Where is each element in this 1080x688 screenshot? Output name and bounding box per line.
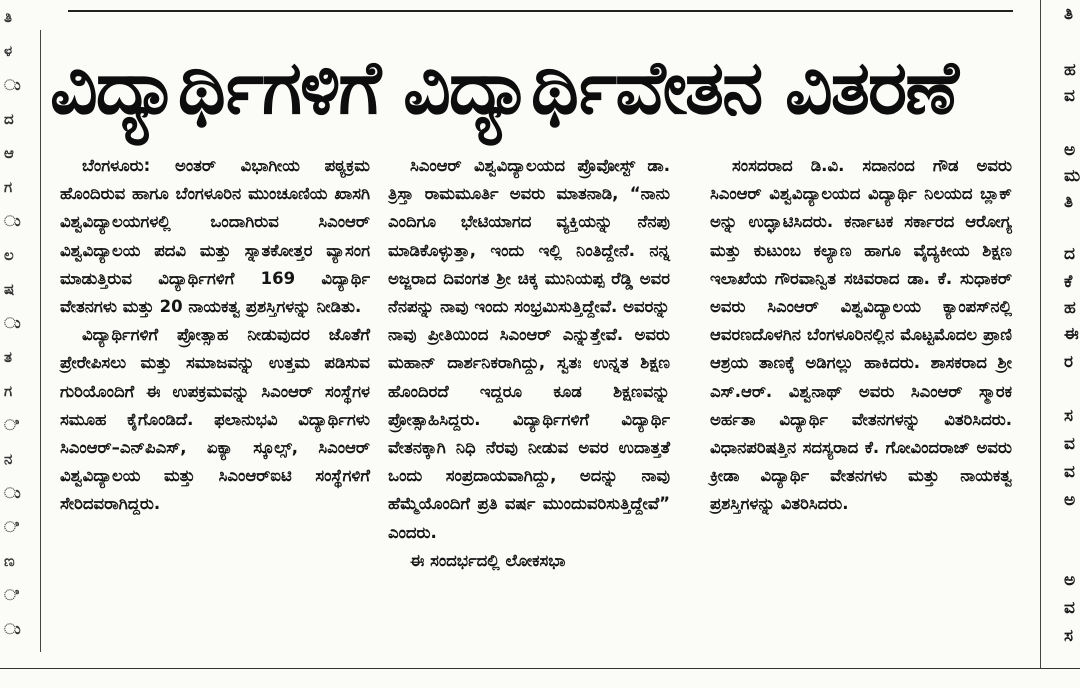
right-fragment: ವ (1064, 598, 1075, 618)
right-fragment: ಸ (1064, 406, 1074, 426)
article-column-3 (710, 152, 1012, 519)
column-divider-left (40, 30, 41, 652)
left-fragment: ು (4, 212, 20, 230)
right-fragment: ಮ (1064, 166, 1080, 186)
right-fragment: ಈ (1064, 324, 1079, 344)
right-fragment: ಅ (1064, 570, 1076, 590)
right-fragment: ಹ (1064, 298, 1076, 318)
right-fragment: ಅ (1064, 490, 1076, 510)
left-fragment: ಗ (4, 382, 12, 400)
left-fragment: ದ (4, 110, 13, 128)
top-rule (68, 10, 1013, 12)
article-column-1 (60, 152, 370, 519)
left-fragment: ತಿ (4, 8, 11, 26)
left-fragment: ನ (4, 450, 12, 468)
paragraph: ಬೆಂಗಳೂರು: ಅಂತರ್ ವಿಭಾಗೀಯ ಪಠ್ಯಕ್ರಮ ಹೊಂದಿರುವ ಹಾಗೂ ಬೆಂಗಳೂರಿನ ಮುಂಚೂಣಿಯ ಖಾಸಗಿ ವಿಶ್ವವಿದ್ಯಾಲಯಗಳಲ್ಲಿ ಒಂದಾಗಿರುವ ಸಿಎಂಆರ್ ವಿಶ್ವವಿದ್ಯಾಲಯ ಪದವಿ ಮತ್ತು ಸ್ನಾತಕೋತ್ತರ ವ್ಯಾಸಂಗ ಮಾಡುತ್ತಿರುವ ವಿದ್ಯಾರ್ಥಿಗಳಿಗೆ 169 ವಿದ್ಯಾರ್ಥಿ ವೇತನಗಳು ಮತ್ತು 20 ನಾಯಕತ್ವ ಪ್ರಶಸ್ತಿಗಳನ್ನು ನೀಡಿತು. (60, 156, 370, 317)
left-fragment: ಆ (4, 144, 13, 162)
left-fragment: ಿ (4, 416, 18, 434)
paragraph: ಈ ಸಂದರ್ಭದಲ್ಲಿ ಲೋಕಸಭಾ (410, 550, 566, 570)
right-fragment: ತಿ (1064, 192, 1074, 212)
right-fragment: ಅ (1064, 140, 1076, 160)
right-fragment: ವ (1064, 434, 1075, 454)
left-fragment: ಣ (4, 552, 14, 570)
right-fragment: ದ (1064, 244, 1075, 264)
left-fragment: ು (4, 76, 20, 94)
adjacent-article-right-fragment (1056, 0, 1080, 668)
left-fragment: ಳ (4, 42, 12, 60)
left-fragment: ು (4, 314, 20, 332)
paragraph: ಸಿಎಂಆರ್ ವಿಶ್ವವಿದ್ಯಾಲಯದ ಪ್ರೊವೋಸ್ಟ್ ಡಾ. ತ್ರಿಸ್ತಾ ರಾಮಮೂರ್ತಿ ಅವರು ಮಾತನಾಡಿ, “ನಾನು ಎಂದಿಗೂ ಭೇಟಿಯಾಗದ ವ್ಯಕ್ತಿಯನ್ನು ನೆನಪು ಮಾಡಿಕೊಳ್ಳುತ್ತಾ, ಇಂದು ಇಲ್ಲಿ ನಿಂತಿದ್ದೇನೆ. ನನ್ನ ಅಜ್ಜರಾದ ದಿವಂಗತ ಶ್ರೀ ಚಿಕ್ಕ ಮುನಿಯಪ್ಪ ರೆಡ್ಡಿ ಅವರ ನೆನಪನ್ನು ನಾವು ಇಂದು ಸಂಭ್ರಮಿಸುತ್ತಿದ್ದೇವೆ. ಅವರನ್ನು ನಾವು ಪ್ರೀತಿಯಿಂದ ಸಿಎಂಆರ್ ಎನ್ನುತ್ತೇವೆ. ಅವರು ಮಹಾನ್ ದಾರ್ಶನಿಕರಾಗಿದ್ದು, ಸ್ವತಃ ಉನ್ನತ ಶಿಕ್ಷಣ ಹೊಂದಿರದೆ ಇದ್ದರೂ ಕೂಡ ಶಿಕ್ಷಣವನ್ನು ಪ್ರೋತ್ಸಾಹಿಸಿದ್ದರು. ವಿದ್ಯಾರ್ಥಿಗಳಿಗೆ ವಿದ್ಯಾರ್ಥಿ ವೇತನಕ್ಕಾಗಿ ನಿಧಿ ನೆರವು ನೀಡುವ ಅವರ ಉದಾತ್ತತೆ ಒಂದು ಸಂಪ್ರದಾಯವಾಗಿದ್ದು, ಅದನ್ನು ನಾವು ಹೆಮ್ಮೆಯೊಂದಿಗೆ ಪ್ರತಿ ವರ್ಷ ಮುಂದುವರಿಸುತ್ತಿದ್ದೇವೆ” ಎಂದರು. (388, 156, 670, 542)
left-fragment: ು (4, 484, 20, 502)
right-fragment: ಕೆ (1064, 272, 1073, 292)
left-fragment: ು (4, 620, 20, 638)
bottom-rule (0, 668, 1080, 669)
left-fragment: ಿ (4, 518, 18, 536)
left-fragment: ಷ (4, 280, 14, 298)
left-fragment: ಿ (4, 586, 18, 604)
right-fragment: ಸ (1064, 626, 1074, 646)
paragraph: ಸಂಸದರಾದ ಡಿ.ವಿ. ಸದಾನಂದ ಗೌಡ ಅವರು ಸಿಎಂಆರ್ ವಿಶ್ವವಿದ್ಯಾಲಯದ ವಿದ್ಯಾರ್ಥಿ ನಿಲಯದ ಬ್ಲಾಕ್ ಅನ್ನು ಉದ್ಘಾಟಿಸಿದರು. ಕರ್ನಾಟಕ ಸರ್ಕಾರದ ಆರೋಗ್ಯ ಮತ್ತು ಕುಟುಂಬ ಕಲ್ಯಾಣ ಹಾಗೂ ವೈದ್ಯಕೀಯ ಶಿಕ್ಷಣ ಇಲಾಖೆಯ ಗೌರವಾನ್ವಿತ ಸಚಿವರಾದ ಡಾ. ಕೆ. ಸುಧಾಕರ್ ಅವರು ಸಿಎಂಆರ್ ವಿಶ್ವವಿದ್ಯಾಲಯ ಕ್ಯಾಂಪಸ್‌ನಲ್ಲಿ ಆವರಣದೊಳಗಿನ ಬೆಂಗಳೂರಿನಲ್ಲಿನ ಮೊಟ್ಟಮೊದಲ ಪ್ರಾಣಿ ಆಶ್ರಯ ತಾಣಕ್ಕೆ ಅಡಿಗಲ್ಲು ಹಾಕಿದರು. ಶಾಸಕರಾದ ಶ್ರೀ ಎಸ್.ಆರ್. ವಿಶ್ವನಾಥ್ ಅವರು ಸಿಎಂಆರ್ ಸ್ಮಾರಕ ಅರ್ಹತಾ ವಿದ್ಯಾರ್ಥಿ ವೇತನಗಳನ್ನು ವಿತರಿಸಿದರು. ವಿಧಾನಪರಿಷತ್ತಿನ ಸದಸ್ಯರಾದ ಕೆ. ಗೋವಿಂದರಾಜ್ ಅವರು ಕ್ರೀಡಾ ವಿದ್ಯಾರ್ಥಿ ವೇತನಗಳು ಮತ್ತು ನಾಯಕತ್ವ ಪ್ರಶಸ್ತಿಗಳನ್ನು ವಿತರಿಸಿದರು. (710, 156, 1012, 514)
adjacent-article-left-fragment (4, 0, 22, 668)
left-fragment: ಗ (4, 178, 12, 196)
left-fragment: ತ (4, 348, 11, 366)
article-headline: ವಿದ್ಯಾರ್ಥಿಗಳಿಗೆ ವಿದ್ಯಾರ್ಥಿವೇತನ ವಿತರಣೆ (50, 45, 958, 131)
right-fragment: ತಿ (1064, 4, 1074, 24)
column-divider-right (1040, 0, 1041, 668)
right-fragment: ಹ (1064, 60, 1076, 80)
right-fragment: ವ (1064, 86, 1075, 106)
right-fragment: ರ (1064, 352, 1073, 372)
article-column-2 (388, 152, 670, 575)
right-fragment: ವ (1064, 462, 1075, 482)
paragraph: ವಿದ್ಯಾರ್ಥಿಗಳಿಗೆ ಪ್ರೋತ್ಸಾಹ ನೀಡುವುದರ ಜೊತೆಗೆ ಪ್ರೇರೇಪಿಸಲು ಮತ್ತು ಸಮಾಜವನ್ನು ಉತ್ತಮ ಪಡಿಸುವ ಗುರಿಯೊಂದಿಗೆ ಈ ಉಪಕ್ರಮವನ್ನು ಸಿಎಂಆರ್ ಸಂಸ್ಥೆಗಳ ಸಮೂಹ ಕೈಗೊಂಡಿದೆ. ಫಲಾನುಭವಿ ವಿದ್ಯಾರ್ಥಿಗಳು ಸಿಎಂಆರ್–ಎನ್‌ಪಿಎಸ್, ಏಕ್ಯಾ ಸ್ಕೂಲ್ಸ್, ಸಿಎಂಆರ್ ವಿಶ್ವವಿದ್ಯಾಲಯ ಮತ್ತು ಸಿಎಂಆರ್‌ಐಟಿ ಸಂಸ್ಥೆಗಳಿಗೆ ಸೇರಿದವರಾಗಿದ್ದರು. (60, 325, 370, 514)
left-fragment: ಲ (4, 246, 13, 264)
